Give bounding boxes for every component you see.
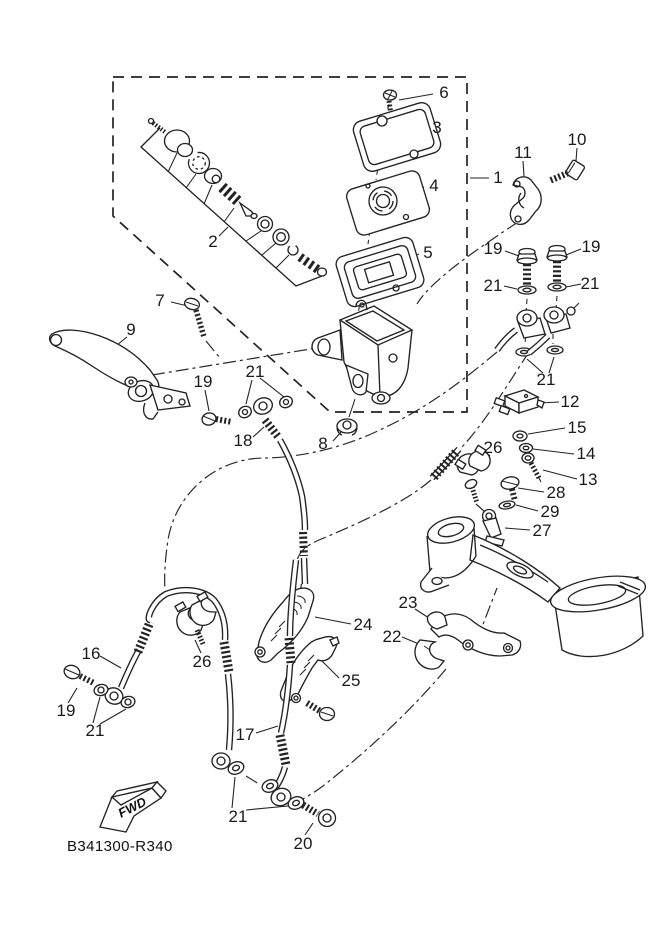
diagram-code: B341300-R340 <box>67 838 173 855</box>
part-22-clip <box>415 640 444 669</box>
hose-union-banjos <box>497 303 579 353</box>
part-label-29: 29 <box>540 502 560 521</box>
part-28-bolt <box>500 475 520 501</box>
part-29-washer <box>498 500 515 510</box>
part-20-banjo-bolt <box>303 805 336 827</box>
part-label-5: 5 <box>423 243 433 262</box>
part-14-washer <box>520 444 533 453</box>
part-7-bolt <box>183 297 204 337</box>
part-label-21: 21 <box>85 721 105 740</box>
part-2-piston-kit <box>141 119 327 287</box>
part-label-21: 21 <box>483 276 503 295</box>
part-label-2: 2 <box>208 232 218 251</box>
part-19-bolt-lever <box>201 411 232 426</box>
part-label-24: 24 <box>353 615 373 634</box>
part-label-1: 1 <box>493 168 503 187</box>
part-label-22: 22 <box>382 627 402 646</box>
part-11-handlebar-clamp <box>510 177 541 225</box>
part-label-21: 21 <box>245 362 265 381</box>
part-label-18: 18 <box>233 431 253 450</box>
part-label-21: 21 <box>580 274 600 293</box>
fwd-direction-arrow <box>100 782 166 832</box>
part-label-17: 17 <box>235 725 255 744</box>
part-label-6: 6 <box>439 83 449 102</box>
part-label-16: 16 <box>81 644 101 663</box>
part-5-diaphragm <box>334 235 426 308</box>
part-label-23: 23 <box>398 593 418 612</box>
part-4-diaphragm-plate <box>345 169 432 237</box>
part-label-19: 19 <box>581 237 601 256</box>
part-15-washer <box>513 431 527 441</box>
part-23-bracket-strap <box>427 612 520 656</box>
part-label-25: 25 <box>341 671 361 690</box>
part-label-19: 19 <box>56 701 76 720</box>
part-label-26: 26 <box>483 438 503 457</box>
part-label-20: 20 <box>293 834 313 853</box>
part-label-4: 4 <box>429 176 439 195</box>
part-18-brake-hose-top <box>251 395 305 584</box>
part-21-washers-bottom <box>226 760 305 812</box>
part-label-14: 14 <box>576 444 596 463</box>
part-label-8: 8 <box>318 434 328 453</box>
part-label-26: 26 <box>192 652 212 671</box>
part-10-clamp-bolt <box>549 160 585 181</box>
part-label-21: 21 <box>228 807 248 826</box>
part-label-10: 10 <box>567 130 587 149</box>
part-label-27: 27 <box>532 521 552 540</box>
part-label-3: 3 <box>432 118 442 137</box>
part-26-hose-clamp-upper <box>432 445 490 503</box>
part-label-7: 7 <box>155 291 165 310</box>
part-label-12: 12 <box>560 392 580 411</box>
part-13-screw <box>522 453 541 482</box>
leader-lines <box>68 94 581 835</box>
part-3-reservoir-cap <box>351 100 443 173</box>
fwd-label: FWD <box>115 793 149 821</box>
part-label-9: 9 <box>126 320 136 339</box>
part-19-bolt-bottom <box>62 663 94 683</box>
part-label-13: 13 <box>578 470 598 489</box>
master-cylinder-body <box>312 300 412 417</box>
part-label-28: 28 <box>546 483 566 502</box>
part-label-19: 19 <box>193 372 213 391</box>
part-label-21: 21 <box>536 370 556 389</box>
part-label-19: 19 <box>483 239 503 258</box>
part-label-11: 11 <box>514 143 532 162</box>
part-label-15: 15 <box>567 418 587 437</box>
